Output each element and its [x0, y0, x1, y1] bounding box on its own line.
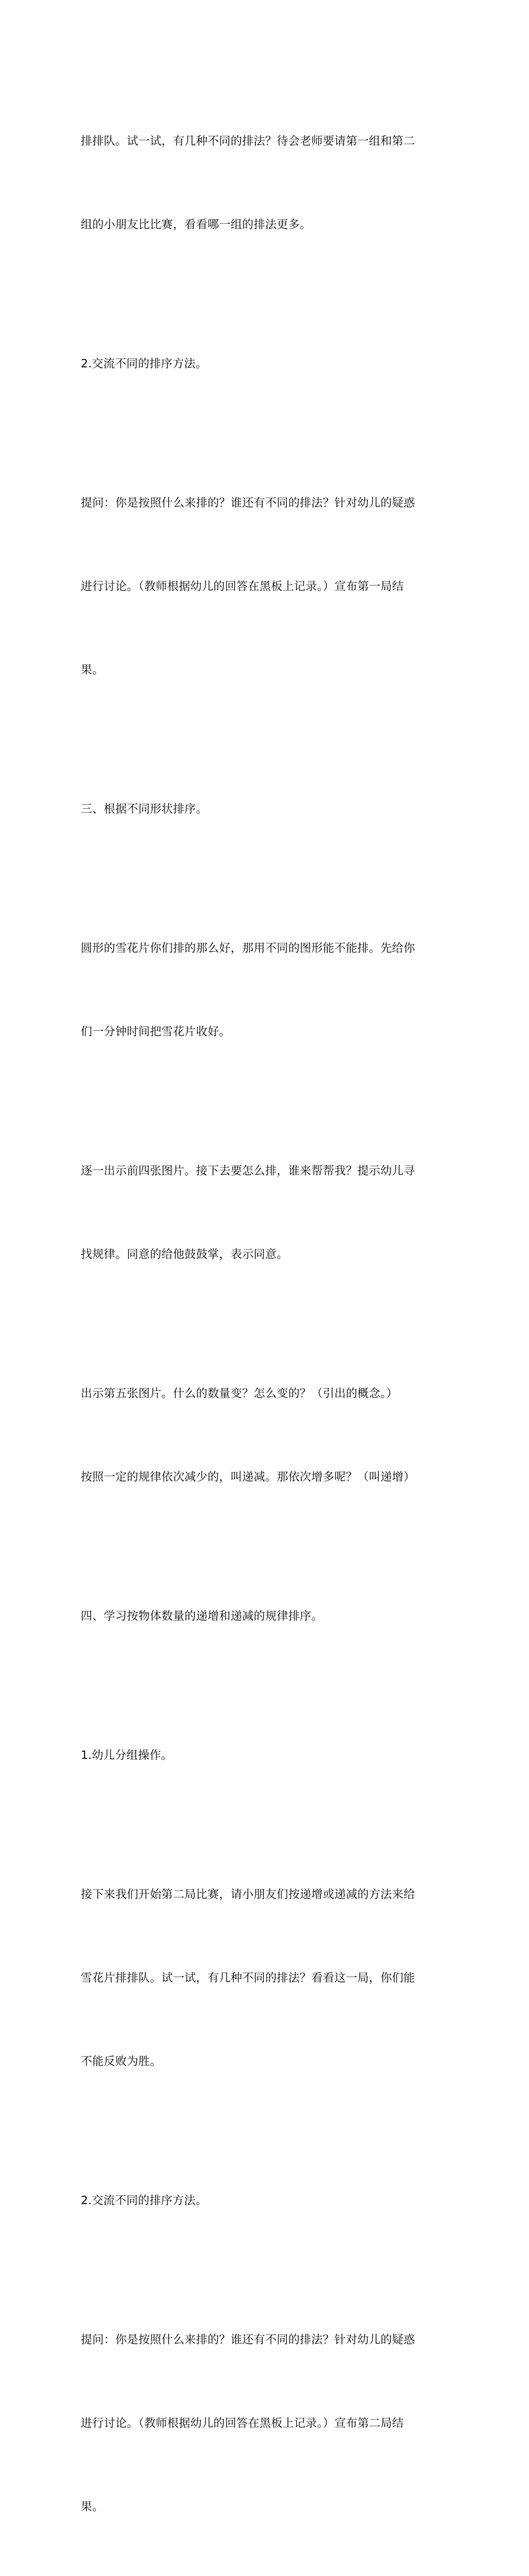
text-line: 出示第五张图片。什么的数量变？怎么变的？（引出的概念。） — [81, 1387, 398, 1400]
text-line: 排排队。试一试，有几种不同的排法？待会老师要请第一组和第二 — [81, 134, 415, 148]
paragraph-11 — [81, 2131, 451, 2270]
text-line: 果。 — [81, 2500, 104, 2513]
paragraph-3 — [81, 433, 451, 739]
paragraph-5 — [81, 878, 451, 1101]
section-heading-3 — [81, 739, 451, 878]
section-heading-4 — [81, 1546, 451, 1685]
text-line: 提问：你是按照什么来排的？谁还有不同的排法？针对幼儿的疑惑 — [81, 496, 415, 509]
paragraph-2 — [81, 294, 451, 433]
text-line: 2.交流不同的排序方法。 — [81, 2194, 207, 2207]
text-line: 找规律。同意的给他鼓鼓掌，表示同意。 — [81, 1247, 288, 1261]
paragraph-6 — [81, 1101, 451, 1324]
text-line: 雪花片排排队。试一试，有几种不同的排法？看看这一局，你们能 — [81, 1971, 415, 1984]
text-line: 逐一出示前四张图片。接下去要怎么排，谁来帮帮我？提示幼儿寻 — [81, 1164, 415, 1177]
text-line: 四、学习按物体数量的递增和递减的规律排序。 — [81, 1609, 323, 1623]
text-line: 组的小朋友比比赛，看看哪一组的排法更多。 — [81, 218, 311, 231]
paragraph-9 — [81, 1685, 451, 1825]
paragraph-10 — [81, 1825, 451, 2131]
text-line: 不能反败为胜。 — [81, 2054, 161, 2068]
text-line: 进行讨论。（教师根据幼儿的回答在黑板上记录。）宣布第一局结 — [81, 579, 404, 593]
text-line: 圆形的雪花片你们排的那么好，那用不同的图形能不能排。先给你 — [81, 941, 415, 955]
text-line: 果。 — [81, 663, 104, 676]
paragraph-12 — [81, 2270, 451, 2576]
text-line: 进行讨论。（教师根据幼儿的回答在黑板上记录。）宣布第二局结 — [81, 2416, 404, 2430]
text-line: 按照一定的规律依次减少的，叫递减。那依次增多呢？（叫递增） — [81, 1470, 415, 1483]
text-line: 三、根据不同形状排序。 — [81, 802, 208, 815]
text-line: 2.交流不同的排序方法。 — [81, 357, 207, 370]
paragraph-7 — [81, 1324, 451, 1546]
paragraph-1 — [81, 71, 451, 294]
text-line: 们一分钟时间把雪花片收好。 — [81, 1025, 231, 1038]
document-body — [81, 71, 451, 2576]
text-line: 接下来我们开始第二局比赛，请小朋友们按递增或递减的方法来给 — [81, 1887, 415, 1901]
text-line: 1.幼儿分组操作。 — [81, 1748, 173, 1762]
text-line: 提问：你是按照什么来排的？谁还有不同的排法？针对幼儿的疑惑 — [81, 2333, 415, 2346]
